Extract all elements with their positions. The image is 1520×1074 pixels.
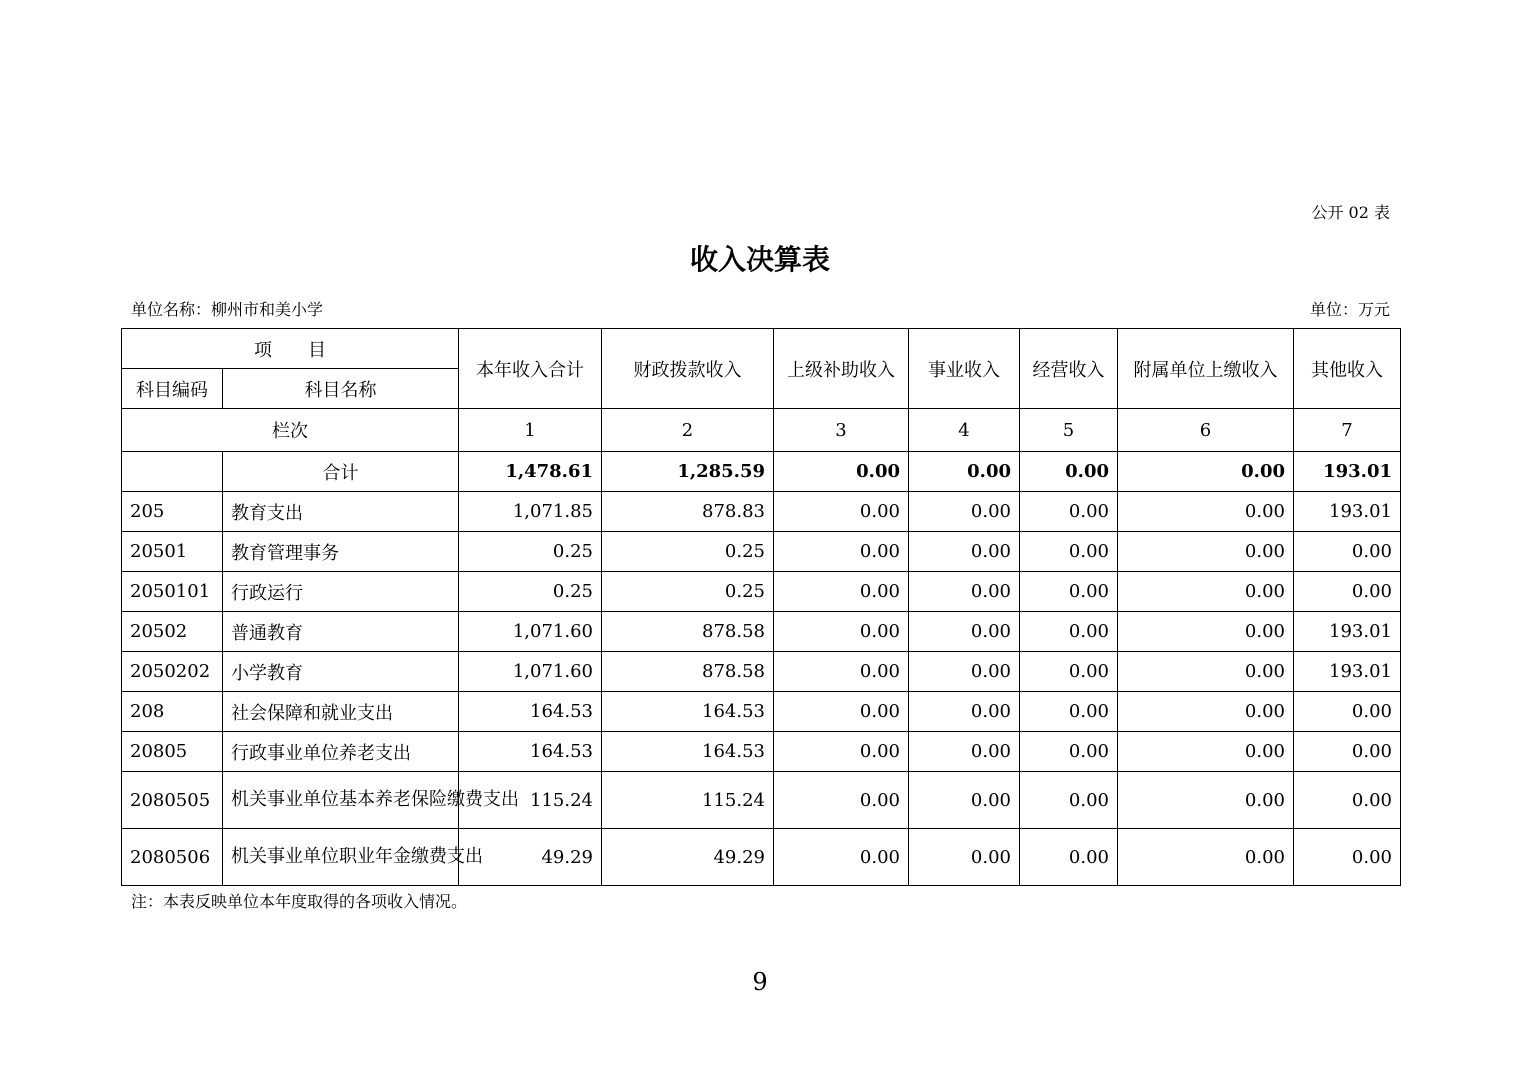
column-index: 3 [774, 409, 909, 452]
value-cell: 0.00 [1118, 612, 1294, 652]
subject-code: 20502 [122, 612, 223, 652]
value-cell: 0.25 [602, 532, 774, 572]
value-cell: 0.00 [1118, 532, 1294, 572]
value-cell: 0.00 [1118, 572, 1294, 612]
name-header: 科目名称 [223, 369, 459, 409]
value-cell: 0.00 [909, 532, 1020, 572]
subject-name: 机关事业单位职业年金缴费支出 [223, 829, 459, 886]
value-cell: 0.00 [774, 492, 909, 532]
value-cell: 0.00 [909, 572, 1020, 612]
value-cell: 0.00 [1294, 732, 1401, 772]
value-cell: 0.00 [1020, 652, 1118, 692]
value-cell: 878.58 [602, 652, 774, 692]
total-value: 0.00 [1118, 452, 1294, 492]
subject-name: 社会保障和就业支出 [223, 692, 459, 732]
column-index-label: 栏次 [122, 409, 459, 452]
header-row-1 [122, 329, 1401, 369]
value-cell: 164.53 [602, 692, 774, 732]
value-cell: 0.25 [602, 572, 774, 612]
total-label: 合计 [223, 452, 459, 492]
subject-name: 行政运行 [223, 572, 459, 612]
table-row [122, 732, 1401, 772]
value-cell: 0.00 [1294, 829, 1401, 886]
value-cell: 878.58 [602, 612, 774, 652]
column-index: 7 [1294, 409, 1401, 452]
value-cell: 0.00 [774, 692, 909, 732]
page-title: 收入决算表 [689, 243, 830, 276]
column-index: 1 [459, 409, 602, 452]
table-row [122, 772, 1401, 829]
income-statement-table [121, 328, 1401, 886]
total-code-cell [122, 452, 223, 492]
total-value: 1,478.61 [459, 452, 602, 492]
value-cell: 878.83 [602, 492, 774, 532]
column-index: 5 [1020, 409, 1118, 452]
value-cell: 0.25 [459, 532, 602, 572]
value-cell: 115.24 [459, 772, 602, 829]
value-cell: 0.00 [1020, 492, 1118, 532]
subject-name: 普通教育 [223, 612, 459, 652]
column-index: 6 [1118, 409, 1294, 452]
subject-code: 208 [122, 692, 223, 732]
table-row [122, 612, 1401, 652]
value-cell: 0.00 [909, 612, 1020, 652]
value-cell: 0.00 [1118, 652, 1294, 692]
subject-name: 机关事业单位基本养老保险缴费支出 [223, 772, 459, 829]
value-cell: 0.00 [909, 829, 1020, 886]
total-value: 1,285.59 [602, 452, 774, 492]
value-cell: 0.00 [1020, 732, 1118, 772]
column-index-row [122, 409, 1401, 452]
value-cell: 1,071.60 [459, 652, 602, 692]
subject-code: 2050101 [122, 572, 223, 612]
value-cell: 0.00 [1294, 572, 1401, 612]
value-cell: 0.00 [774, 772, 909, 829]
value-cell: 193.01 [1294, 652, 1401, 692]
column-header: 其他收入 [1294, 329, 1401, 409]
code-header: 科目编码 [122, 369, 223, 409]
value-cell: 164.53 [602, 732, 774, 772]
unit-name: 单位名称：柳州市和美小学 [131, 300, 324, 319]
table-row [122, 692, 1401, 732]
value-cell: 164.53 [459, 732, 602, 772]
subject-code: 2080506 [122, 829, 223, 886]
value-cell: 0.00 [1118, 732, 1294, 772]
subject-name: 教育支出 [223, 492, 459, 532]
value-cell: 0.00 [774, 612, 909, 652]
value-cell: 0.00 [1020, 532, 1118, 572]
value-cell: 49.29 [602, 829, 774, 886]
subject-code: 205 [122, 492, 223, 532]
table-row [122, 492, 1401, 532]
value-cell: 0.00 [909, 732, 1020, 772]
table-row [122, 572, 1401, 612]
subject-name: 行政事业单位养老支出 [223, 732, 459, 772]
column-header: 经营收入 [1020, 329, 1118, 409]
total-row [122, 452, 1401, 492]
value-cell: 0.00 [909, 652, 1020, 692]
value-cell: 0.00 [909, 772, 1020, 829]
subject-code: 20805 [122, 732, 223, 772]
value-cell: 0.00 [909, 692, 1020, 732]
column-header: 财政拨款收入 [602, 329, 774, 409]
value-cell: 0.00 [774, 829, 909, 886]
value-cell: 1,071.60 [459, 612, 602, 652]
total-value: 193.01 [1294, 452, 1401, 492]
table-note: 注：本表反映单位本年度取得的各项收入情况。 [131, 892, 468, 911]
column-index: 4 [909, 409, 1020, 452]
value-cell: 0.00 [909, 492, 1020, 532]
subject-code: 2050202 [122, 652, 223, 692]
subject-code: 20501 [122, 532, 223, 572]
value-cell: 0.00 [774, 572, 909, 612]
value-cell: 0.00 [1020, 772, 1118, 829]
column-header: 上级补助收入 [774, 329, 909, 409]
value-cell: 49.29 [459, 829, 602, 886]
value-cell: 0.00 [1020, 572, 1118, 612]
value-cell: 193.01 [1294, 612, 1401, 652]
column-header: 事业收入 [909, 329, 1020, 409]
currency-unit: 单位：万元 [1309, 300, 1390, 319]
item-header: 项 目 [122, 329, 459, 369]
value-cell: 0.00 [1294, 532, 1401, 572]
value-cell: 0.00 [1020, 692, 1118, 732]
value-cell: 164.53 [459, 692, 602, 732]
value-cell: 0.00 [774, 732, 909, 772]
value-cell: 0.25 [459, 572, 602, 612]
subject-name: 小学教育 [223, 652, 459, 692]
table-row [122, 829, 1401, 886]
table-row [122, 652, 1401, 692]
value-cell: 193.01 [1294, 492, 1401, 532]
page-number: 9 [752, 968, 768, 996]
value-cell: 0.00 [1118, 492, 1294, 532]
total-value: 0.00 [1020, 452, 1118, 492]
form-number: 公开 02 表 [1311, 203, 1390, 222]
value-cell: 0.00 [774, 652, 909, 692]
total-value: 0.00 [774, 452, 909, 492]
value-cell: 0.00 [1118, 829, 1294, 886]
value-cell: 0.00 [1118, 772, 1294, 829]
value-cell: 0.00 [1020, 829, 1118, 886]
value-cell: 115.24 [602, 772, 774, 829]
value-cell: 0.00 [774, 532, 909, 572]
column-header: 本年收入合计 [459, 329, 602, 409]
value-cell: 0.00 [1118, 692, 1294, 732]
value-cell: 1,071.85 [459, 492, 602, 532]
column-header: 附属单位上缴收入 [1118, 329, 1294, 409]
subject-name: 教育管理事务 [223, 532, 459, 572]
value-cell: 0.00 [1294, 692, 1401, 732]
subject-code: 2080505 [122, 772, 223, 829]
total-value: 0.00 [909, 452, 1020, 492]
table-row [122, 532, 1401, 572]
column-index: 2 [602, 409, 774, 452]
value-cell: 0.00 [1294, 772, 1401, 829]
value-cell: 0.00 [1020, 612, 1118, 652]
